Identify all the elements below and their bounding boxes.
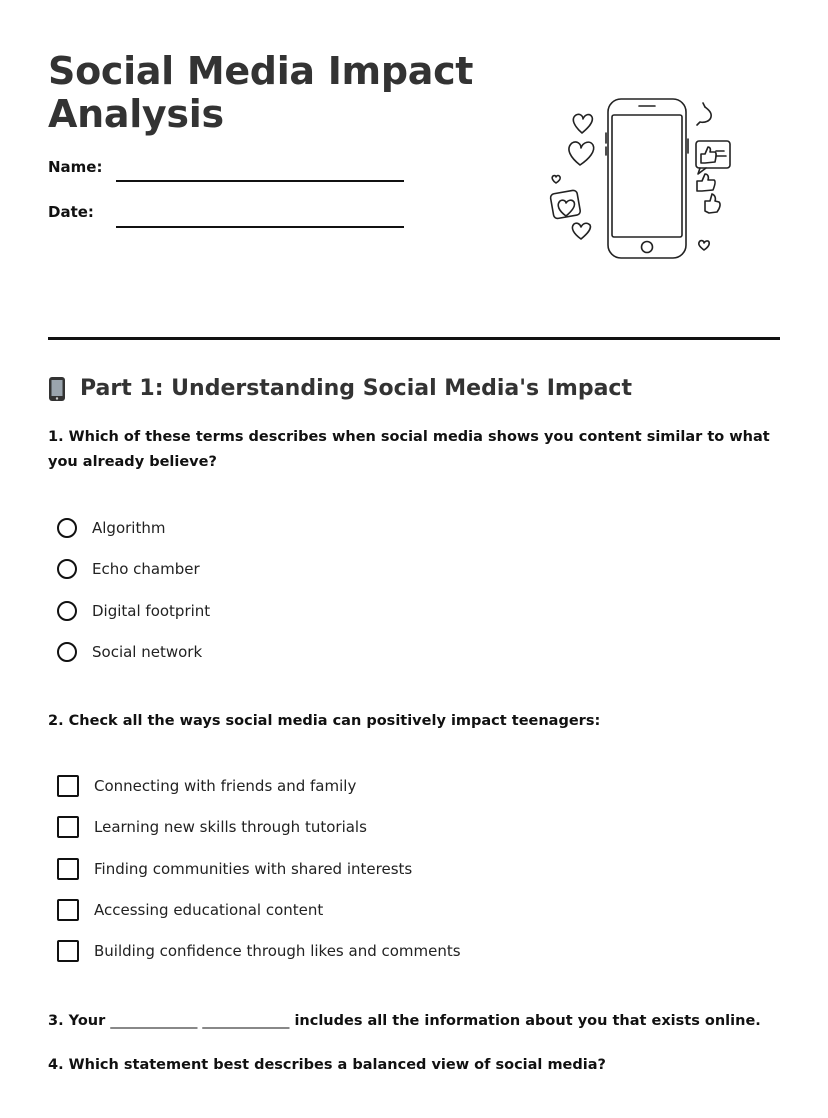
part1-heading xyxy=(48,374,632,404)
radio-button[interactable] xyxy=(57,601,77,621)
part1-title: Part 1: Understanding Social Media's Impact xyxy=(80,376,632,401)
name-field[interactable] xyxy=(116,180,404,182)
q1-option-2[interactable] xyxy=(57,556,200,582)
q2-option-5[interactable] xyxy=(57,938,461,964)
section-divider xyxy=(48,337,780,340)
title-line-2: Analysis xyxy=(48,92,224,136)
thumbs-up-chat-icon xyxy=(696,141,730,174)
thumbs-up-icon xyxy=(705,194,720,213)
thumbs-up-icon xyxy=(697,174,715,191)
option-label: Social network xyxy=(92,643,203,661)
q1-option-3[interactable] xyxy=(57,598,210,624)
date-field[interactable] xyxy=(116,226,404,228)
heart-in-square-icon xyxy=(550,190,581,219)
q1-option-1[interactable] xyxy=(57,515,165,541)
comment-icon xyxy=(697,103,711,125)
smartphone-icon xyxy=(606,99,688,258)
smartphone-social-illustration xyxy=(545,95,735,265)
q1-option-4[interactable] xyxy=(57,639,202,665)
question-1: 1. Which of these terms describes when social media shows you content similar to what you already believe? xyxy=(48,429,770,470)
title-line-1: Social Media Impact xyxy=(48,49,474,93)
question-4: 4. Which statement best describes a balanced view of social media? xyxy=(48,1057,606,1073)
q2-option-1[interactable] xyxy=(57,773,356,799)
q3-prefix: 3. Your xyxy=(48,1013,106,1029)
option-label: Connecting with friends and family xyxy=(94,777,357,795)
heart-icon xyxy=(552,176,560,184)
q3-blank-2[interactable]: ____________ xyxy=(202,1013,290,1029)
option-label: Building confidence through likes and comments xyxy=(94,942,461,960)
heart-icon xyxy=(573,114,592,133)
mobile-phone-icon xyxy=(48,376,66,402)
option-label: Accessing educational content xyxy=(94,901,324,919)
q2-option-3[interactable] xyxy=(57,856,412,882)
radio-button[interactable] xyxy=(57,642,77,662)
option-label: Echo chamber xyxy=(92,560,200,578)
option-label: Algorithm xyxy=(92,519,166,537)
checkbox[interactable] xyxy=(57,899,79,921)
name-label: Name: xyxy=(48,158,103,176)
q3-suffix: includes all the information about you that exists online. xyxy=(294,1013,761,1029)
radio-button[interactable] xyxy=(57,518,77,538)
q2-option-2[interactable] xyxy=(57,814,367,840)
option-label: Digital footprint xyxy=(92,602,211,620)
radio-button[interactable] xyxy=(57,559,77,579)
option-label: Learning new skills through tutorials xyxy=(94,818,367,836)
heart-icon xyxy=(572,223,590,239)
heart-icon xyxy=(569,142,594,165)
question-2: 2. Check all the ways social media can positively impact teenagers: xyxy=(48,713,601,729)
checkbox[interactable] xyxy=(57,940,79,962)
question-3 xyxy=(48,1009,778,1034)
checkbox[interactable] xyxy=(57,816,79,838)
worksheet-title xyxy=(48,50,473,136)
option-label: Finding communities with shared interests xyxy=(94,860,413,878)
heart-icon xyxy=(699,241,709,250)
checkbox[interactable] xyxy=(57,775,79,797)
q2-option-4[interactable] xyxy=(57,897,323,923)
checkbox[interactable] xyxy=(57,858,79,880)
date-label: Date: xyxy=(48,203,94,221)
q3-blank-1[interactable]: ____________ xyxy=(110,1013,198,1029)
